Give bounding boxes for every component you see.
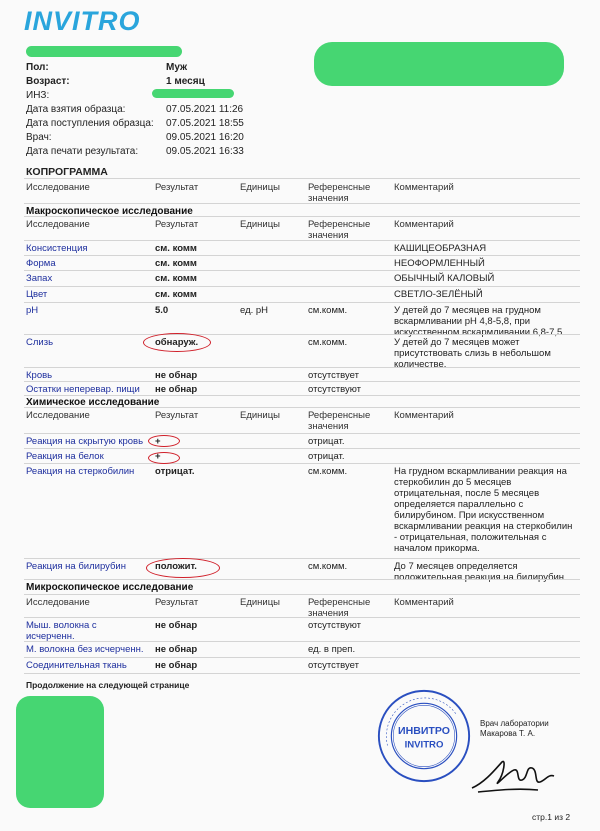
- test-reference: отсутствуют: [308, 620, 362, 631]
- column-header-result: Результат: [155, 182, 199, 193]
- inz-label: ИНЗ:: [26, 90, 50, 101]
- test-name: Мыш. волокна с исчерченн.: [26, 620, 97, 642]
- test-result: см. комм: [155, 258, 197, 269]
- test-reference: см.комм.: [308, 466, 348, 477]
- sex-value: Муж: [166, 62, 188, 73]
- test-comment: НЕОФОРМЛЕННЫЙ: [394, 258, 485, 269]
- test-name: Консистенция: [26, 243, 88, 254]
- redaction-address: [314, 42, 564, 86]
- row-divider: [24, 216, 580, 217]
- test-result: положит.: [155, 561, 197, 572]
- test-result: см. комм: [155, 243, 197, 254]
- date-value: 07.05.2021 18:55: [166, 118, 244, 129]
- row-divider: [24, 594, 580, 595]
- column-header-reference: Референсные значения: [308, 597, 371, 619]
- test-result: обнаруж.: [155, 337, 199, 348]
- test-reference: ед. в преп.: [308, 644, 356, 655]
- date-label: Дата поступления образца:: [26, 118, 154, 129]
- report-title: КОПРОГРАММА: [26, 166, 108, 178]
- stamp-text-latin: INVITRO: [404, 739, 444, 751]
- test-units: ед. pH: [240, 305, 269, 316]
- column-header-units: Единицы: [240, 182, 281, 193]
- row-divider: [24, 657, 580, 658]
- test-result: не обнар: [155, 644, 198, 655]
- column-header-units: Единицы: [240, 597, 281, 608]
- test-comment: У детей до 7 месяцев на грудном вскармливании pH 4,8-5,8, при искусственном вскармливании 6,8-7,5.: [394, 305, 565, 338]
- row-divider: [24, 203, 580, 204]
- test-reference: отрицат.: [308, 451, 345, 462]
- row-divider: [24, 381, 580, 382]
- column-header-test: Исследование: [26, 219, 90, 230]
- page-number: стр.1 из 2: [532, 812, 571, 822]
- test-comment: ОБЫЧНЫЙ КАЛОВЫЙ: [394, 273, 495, 284]
- row-divider: [24, 367, 580, 368]
- row-divider: [24, 641, 580, 642]
- test-name: Слизь: [26, 337, 54, 348]
- redaction-name: [26, 46, 182, 57]
- test-name: Реакция на билирубин: [26, 561, 126, 572]
- test-reference: отрицат.: [308, 436, 345, 447]
- column-header-test: Исследование: [26, 410, 90, 421]
- date-value: 07.05.2021 11:26: [166, 104, 244, 115]
- column-header-result: Результат: [155, 219, 199, 230]
- test-reference: см.комм.: [308, 305, 348, 316]
- column-header-result: Результат: [155, 597, 199, 608]
- test-reference: см.комм.: [308, 337, 348, 348]
- row-divider: [24, 579, 580, 580]
- row-divider: [24, 270, 580, 271]
- section-micro: Микроскопическое исследование: [26, 582, 194, 593]
- date-label: Дата взятия образца:: [26, 104, 126, 115]
- test-result: +: [155, 451, 161, 462]
- test-reference: отсутствуют: [308, 384, 362, 395]
- test-result: не обнар: [155, 384, 198, 395]
- column-header-comment: Комментарий: [394, 182, 454, 193]
- redaction-qr: [16, 696, 104, 808]
- row-divider: [24, 302, 580, 303]
- column-header-test: Исследование: [26, 597, 90, 608]
- column-header-comment: Комментарий: [394, 597, 454, 608]
- doctor-name: Макарова Т. А.: [480, 729, 536, 738]
- date-value: 09.05.2021 16:20: [166, 132, 244, 143]
- test-result: см. комм: [155, 273, 197, 284]
- test-comment: На грудном вскармливании реакция на стеркобилин до 5 месяцев отрицательная, после 5 месяцев определяется параллельно с билирубином. При искусственном вскармливании реакция на стеркобилин - отрицательная, положительная с началом прикорма.: [394, 466, 573, 554]
- test-result: +: [155, 436, 161, 447]
- row-divider: [24, 407, 580, 408]
- row-divider: [24, 673, 580, 674]
- column-header-result: Результат: [155, 410, 199, 421]
- test-name: Соединительная ткань: [26, 660, 127, 671]
- row-divider: [24, 286, 580, 287]
- test-name: Остатки неперевар. пищи: [26, 384, 140, 395]
- test-name: Форма: [26, 258, 56, 269]
- section-macro: Макроскопическое исследование: [26, 206, 193, 217]
- column-header-reference: Референсные значения: [308, 182, 371, 204]
- test-comment: СВЕТЛО-ЗЕЛЁНЫЙ: [394, 289, 483, 300]
- section-chem: Химическое исследование: [26, 397, 160, 408]
- row-divider: [24, 395, 580, 396]
- column-header-comment: Комментарий: [394, 219, 454, 230]
- test-result: не обнар: [155, 660, 198, 671]
- column-header-reference: Референсные значения: [308, 410, 371, 432]
- test-name: pH: [26, 305, 39, 316]
- signature-icon: [468, 752, 558, 798]
- test-name: Запах: [26, 273, 53, 284]
- row-divider: [24, 255, 580, 256]
- row-divider: [24, 617, 580, 618]
- age-value: 1 месяц: [166, 76, 205, 87]
- test-name: М. волокна без исчерченн.: [26, 644, 144, 655]
- test-name: Реакция на стеркобилин: [26, 466, 135, 477]
- test-result: не обнар: [155, 370, 198, 381]
- row-divider: [24, 558, 580, 559]
- redaction-inz: [152, 89, 234, 98]
- row-divider: [24, 463, 580, 464]
- column-header-comment: Комментарий: [394, 410, 454, 421]
- row-divider: [24, 240, 580, 241]
- test-result: отрицат.: [155, 466, 195, 477]
- sex-label: Пол:: [26, 62, 49, 73]
- test-reference: см.комм.: [308, 561, 348, 572]
- age-label: Возраст:: [26, 76, 70, 87]
- test-comment: КАШИЦЕОБРАЗНАЯ: [394, 243, 487, 254]
- test-result: 5.0: [155, 305, 169, 316]
- date-label: Дата печати результата:: [26, 146, 139, 157]
- mark-protein: [148, 452, 180, 464]
- column-header-reference: Референсные значения: [308, 219, 371, 241]
- column-header-test: Исследование: [26, 182, 90, 193]
- test-name: Цвет: [26, 289, 48, 300]
- test-reference: отсутствует: [308, 370, 359, 381]
- row-divider: [24, 433, 580, 434]
- test-name: Реакция на белок: [26, 451, 104, 462]
- row-divider: [24, 334, 580, 335]
- test-name: Реакция на скрытую кровь: [26, 436, 144, 447]
- stamp-icon: [376, 688, 472, 784]
- row-divider: [24, 178, 580, 179]
- continued-note: Продолжение на следующей странице: [26, 680, 190, 690]
- mark-occult-blood: [148, 435, 180, 447]
- test-name: Кровь: [26, 370, 53, 381]
- column-header-units: Единицы: [240, 219, 281, 230]
- test-comment: До 7 месяцев определяется положительная реакция на билирубин.: [394, 561, 567, 583]
- mark-mucus: [143, 333, 211, 352]
- test-result: см. комм: [155, 289, 197, 300]
- test-comment: У детей до 7 месяцев может присутствовать слизь в небольшом количестве.: [394, 337, 551, 370]
- doctor-title: Врач лаборатории: [480, 719, 549, 728]
- mark-bilirubin: [146, 558, 220, 578]
- row-divider: [24, 448, 580, 449]
- date-label: Врач:: [26, 132, 52, 143]
- stamp-text: ИНВИТРО: [398, 725, 450, 738]
- test-result: не обнар: [155, 620, 198, 631]
- column-header-units: Единицы: [240, 410, 281, 421]
- invitro-logo: INVITRO: [24, 6, 141, 36]
- date-value: 09.05.2021 16:33: [166, 146, 244, 157]
- test-reference: отсутствует: [308, 660, 359, 671]
